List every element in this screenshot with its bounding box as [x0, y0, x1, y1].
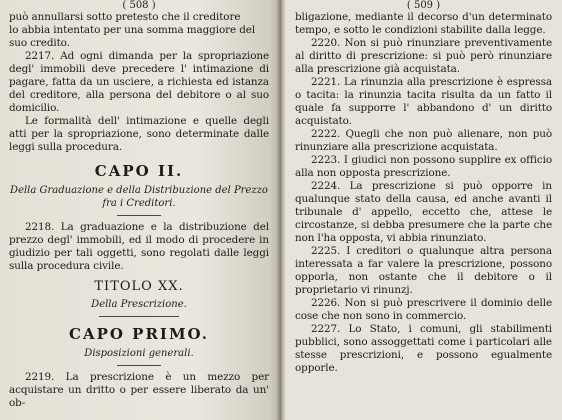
article-2219: 2219. La prescrizione è un mezzo per acquistare un dritto o per essere liberato da un' ob-: [9, 371, 269, 409]
titolo-subtitle: Della Prescrizione.: [91, 299, 187, 310]
divider-rule-2: [99, 316, 179, 317]
capo-primo-subtitle: Disposizioni generali.: [84, 348, 194, 359]
right-page: [281, 0, 562, 420]
article-2218: 2218. La graduazione e la distribuzione del prezzo degl' immobili, ed il modo di procedere in giudizio per tali oggetti, sono regolati dalle leggi sulla procedura civile.: [9, 221, 269, 272]
left-line-2: lo abbia intentato per una somma maggiore del: [9, 24, 256, 36]
article-2223: 2223. I giudici non possono supplire ex officio alla non opposta prescrizione.: [295, 154, 552, 179]
article-2220: 2220. Non si può rinunziare preventivamente al diritto di prescrizione: si può però rinunziare alla prescrizione già acquistata.: [295, 37, 552, 75]
article-2222: 2222. Quegli che non può alienare, non può rinunziare alla prescrizione acquistata.: [295, 128, 552, 153]
divider-rule-3: [117, 365, 161, 366]
divider-rule: [117, 215, 161, 216]
formalities-paragraph: Le formalità dell' intimazione e quelle degli atti per la spropriazione, sono determinate dalle leggi sulla procedura.: [9, 115, 269, 153]
article-2221: 2221. La rinunzia alla prescrizione è espressa o tacita: la rinunzia tacita risulta da un fatto il quale fa supporre l' abbandono d' un diritto acquistato.: [295, 76, 552, 127]
left-page-number: ( 508 ): [122, 0, 156, 11]
right-page-number: ( 509 ): [406, 0, 441, 11]
capo-ii-heading: CAPO II.: [94, 162, 184, 180]
continued-paragraph: bligazione, mediante il decorso d'un determinato tempo, e sotto le condizioni stabilite dalla legge.: [295, 11, 552, 36]
article-2225: 2225. I creditori o qualunque altra persona interessata a far valere la prescrizione, possono opporla, non ostante che il debitore o il proprietario vi rinunzj.: [295, 245, 552, 296]
article-2227: 2227. Lo Stato, i comuni, gli stabilimenti pubblici, sono assoggettati come i particolari alle stesse prescrizioni, e possono egualmente opporle.: [295, 323, 552, 374]
titolo-heading: TITOLO XX.: [94, 279, 184, 294]
left-line-1: può annullarsi sotto pretesto che il creditore: [9, 11, 241, 23]
article-2224: 2224. La prescrizione si può opporre in qualunque stato della causa, ed anche avanti il tribunale d' appello, eccetto che, attese le circostanze, si debba presumere che la parte che non l'ha opposta, vi abbia rinunziato.: [295, 180, 552, 244]
book-gutter: [276, 0, 286, 420]
capo-primo-heading: CAPO PRIMO.: [69, 325, 209, 343]
article-2217: 2217. Ad ogni dimanda per la spropriazione degl' immobili deve precedere l' intimazione di pagare, fatta da un usciere, a richiesta ed istanza del creditore, alla persona del debitore o al suo domicilio.: [9, 50, 269, 114]
capo-ii-subtitle: Della Graduazione e della Distribuzione del Prezzo fra i Creditori.: [10, 185, 268, 209]
article-2226: 2226. Non si può prescrivere il dominio delle cose che non sono in commercio.: [295, 297, 552, 322]
left-line-3: suo credito.: [9, 37, 70, 49]
